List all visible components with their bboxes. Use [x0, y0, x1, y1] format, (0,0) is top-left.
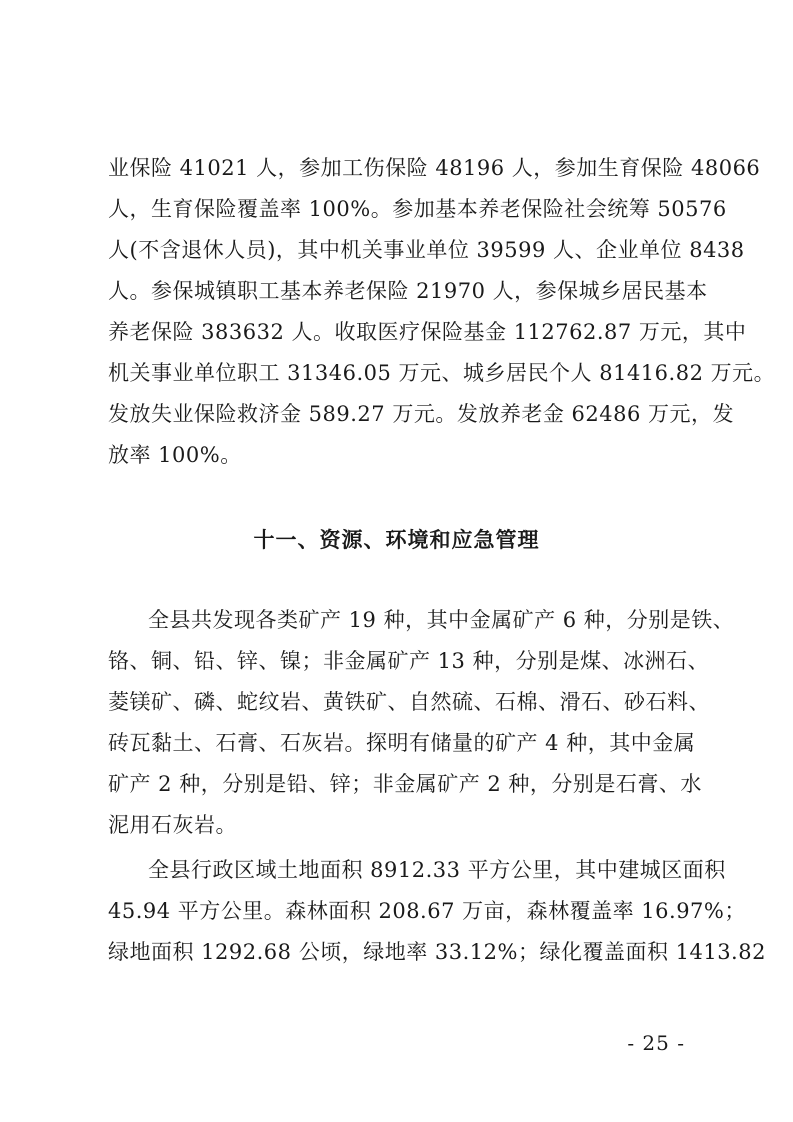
text-line: 全县行政区域土地面积 8912.33 平方公里，其中建城区面积: [148, 858, 726, 882]
text-line: 养老保险 383632 人。收取医疗保险基金 112762.87 万元，其中: [108, 320, 747, 344]
text-line: 菱镁矿、磷、蛇纹岩、黄铁矿、自然硫、石棉、滑石、砂石料、: [108, 690, 710, 714]
text-line: 砖瓦黏土、石膏、石灰岩。探明有储量的矿产 4 种，其中金属: [108, 731, 696, 755]
text-line: 人。参保城镇职工基本养老保险 21970 人，参保城乡居民基本: [108, 279, 708, 303]
paragraph-social-insurance: [108, 148, 776, 476]
text-line: 业保险 41021 人，参加工伤保险 48196 人，参加生育保险 48066: [108, 156, 761, 180]
section-heading: 十一、资源、环境和应急管理: [253, 528, 540, 552]
text-line: 放率 100%。: [108, 443, 242, 467]
text-line: 机关事业单位职工 31346.05 万元、城乡居民个人 81416.82 万元。: [108, 361, 776, 385]
paragraph-minerals: [108, 600, 735, 846]
text-line: 人(不含退休人员)，其中机关事业单位 39599 人、企业单位 8438: [108, 238, 745, 262]
text-line: 铬、铜、铅、锌、镍；非金属矿产 13 种，分别是煤、冰洲石、: [108, 649, 710, 673]
text-line: 45.94 平方公里。森林面积 208.67 万亩，森林覆盖率 16.97%；: [108, 899, 746, 923]
text-line: 泥用石灰岩。: [108, 813, 237, 837]
paragraph-land-area: [108, 850, 766, 973]
page-number: - 25 -: [627, 1031, 685, 1055]
text-line: 发放失业保险救济金 589.27 万元。发放养老金 62486 万元，发: [108, 402, 734, 426]
text-line: 绿地面积 1292.68 公顷，绿地率 33.12%；绿化覆盖面积 1413.82: [108, 940, 766, 964]
text-line: 矿产 2 种，分别是铅、锌；非金属矿产 2 种，分别是石膏、水: [108, 772, 702, 796]
text-line: 人，生育保险覆盖率 100%。参加基本养老保险社会统筹 50576: [108, 197, 727, 221]
text-line: 全县共发现各类矿产 19 种，其中金属矿产 6 种，分别是铁、: [148, 608, 735, 632]
